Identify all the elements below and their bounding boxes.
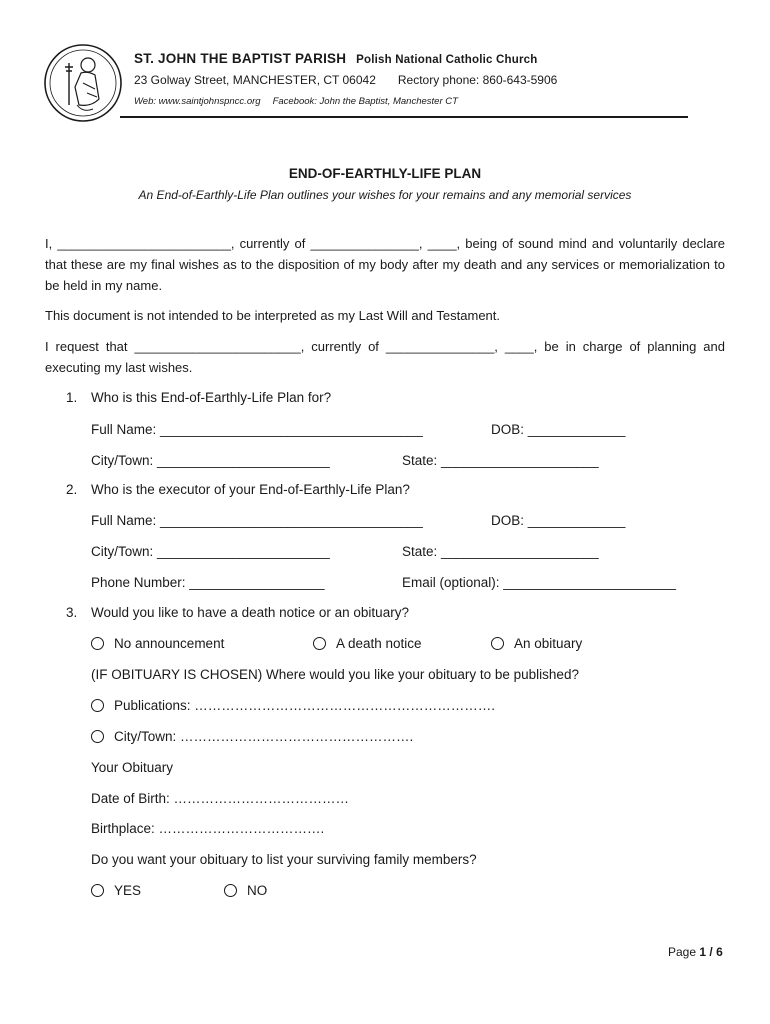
radio-label: No announcement <box>114 636 225 651</box>
q1-state-field[interactable]: State: _____________________ <box>402 453 599 468</box>
radio-circle-icon[interactable] <box>91 730 104 743</box>
radio-label: A death notice <box>336 636 422 651</box>
question-2-number: 2. <box>66 482 78 497</box>
page-separator: / <box>709 945 713 959</box>
question-3-text: Would you like to have a death notice or an obituary? <box>91 605 409 620</box>
date-of-birth-field[interactable]: Date of Birth: ………………………………… <box>91 791 350 806</box>
page-number: 1 <box>699 945 707 959</box>
q2-full-name-field[interactable]: Full Name: ___________________________________ <box>91 513 423 528</box>
parish-address-line <box>134 73 557 87</box>
radio-label: NO <box>247 883 268 898</box>
radio-circle-icon[interactable] <box>313 637 326 650</box>
parish-facebook: Facebook: John the Baptist, Manchester CT <box>272 96 458 107</box>
parish-header <box>134 51 537 66</box>
obituary-publish-question: (IF OBITUARY IS CHOSEN) Where would you like your obituary to be published? <box>91 667 579 682</box>
q2-email-field[interactable]: Email (optional): _______________________ <box>402 575 676 590</box>
family-members-question: Do you want your obituary to list your surviving family members? <box>91 852 477 867</box>
parish-website: Web: www.saintjohnspncc.org <box>134 96 261 107</box>
birthplace-field[interactable]: Birthplace: ………………………………. <box>91 821 325 836</box>
radio-circle-icon[interactable] <box>91 699 104 712</box>
city-town-field[interactable]: City/Town: ……………………………………………. <box>114 729 414 744</box>
radio-circle-icon[interactable] <box>491 637 504 650</box>
radio-yes[interactable] <box>91 883 141 898</box>
page-indicator <box>668 945 723 959</box>
page-total: 6 <box>716 945 723 959</box>
radio-publications[interactable] <box>91 698 495 713</box>
parish-address: 23 Golway Street, MANCHESTER, CT 06042 <box>134 73 376 87</box>
intro-paragraph: I, ________________________, currently of _______________, ____, being of sound mind and voluntarily declare that these are my final wishes as to the disposition of my body after my death and any services or memorialization to be held in my name. <box>45 236 725 293</box>
q1-dob-field[interactable]: DOB: _____________ <box>491 422 626 437</box>
church-name: Polish National Catholic Church <box>356 54 538 66</box>
rectory-phone: Rectory phone: 860-643-5906 <box>397 73 558 87</box>
form-subtitle: An End-of-Earthly-Life Plan outlines your wishes for your remains and any memorial services <box>138 188 632 202</box>
q2-dob-field[interactable]: DOB: _____________ <box>491 513 626 528</box>
radio-no[interactable] <box>224 883 267 898</box>
header-divider <box>120 116 688 118</box>
radio-circle-icon[interactable] <box>91 637 104 650</box>
question-3-number: 3. <box>66 605 78 620</box>
radio-circle-icon[interactable] <box>224 884 237 897</box>
request-paragraph: I request that _______________________, currently of _______________, ____, be in charge of planning and executing my last wishes. <box>45 339 725 375</box>
radio-label: YES <box>114 883 142 898</box>
radio-city-town[interactable] <box>91 729 413 744</box>
radio-death-notice[interactable] <box>313 636 422 651</box>
disclaimer-paragraph: This document is not intended to be interpreted as my Last Will and Testament. <box>45 308 500 323</box>
q2-phone-field[interactable]: Phone Number: __________________ <box>91 575 325 590</box>
q1-city-field[interactable]: City/Town: _______________________ <box>91 453 330 468</box>
question-1-number: 1. <box>66 390 78 405</box>
q2-state-field[interactable]: State: _____________________ <box>402 544 599 559</box>
parish-name: ST. JOHN THE BAPTIST PARISH <box>134 51 347 66</box>
q2-city-field[interactable]: City/Town: _______________________ <box>91 544 330 559</box>
radio-no-announcement[interactable] <box>91 636 224 651</box>
question-1-text: Who is this End-of-Earthly-Life Plan for? <box>91 390 332 405</box>
radio-label: An obituary <box>514 636 583 651</box>
radio-obituary[interactable] <box>491 636 582 651</box>
publications-field[interactable]: Publications: …………………………………………………………. <box>114 698 496 713</box>
page-label: Page <box>668 945 697 959</box>
parish-web-line <box>134 96 458 107</box>
your-obituary-heading: Your Obituary <box>91 760 174 775</box>
question-2-text: Who is the executor of your End-of-Earthly-Life Plan? <box>91 482 410 497</box>
radio-circle-icon[interactable] <box>91 884 104 897</box>
q1-full-name-field[interactable]: Full Name: ___________________________________ <box>91 422 423 437</box>
parish-seal-logo <box>43 43 123 123</box>
form-title: END-OF-EARTHLY-LIFE PLAN <box>288 166 482 181</box>
